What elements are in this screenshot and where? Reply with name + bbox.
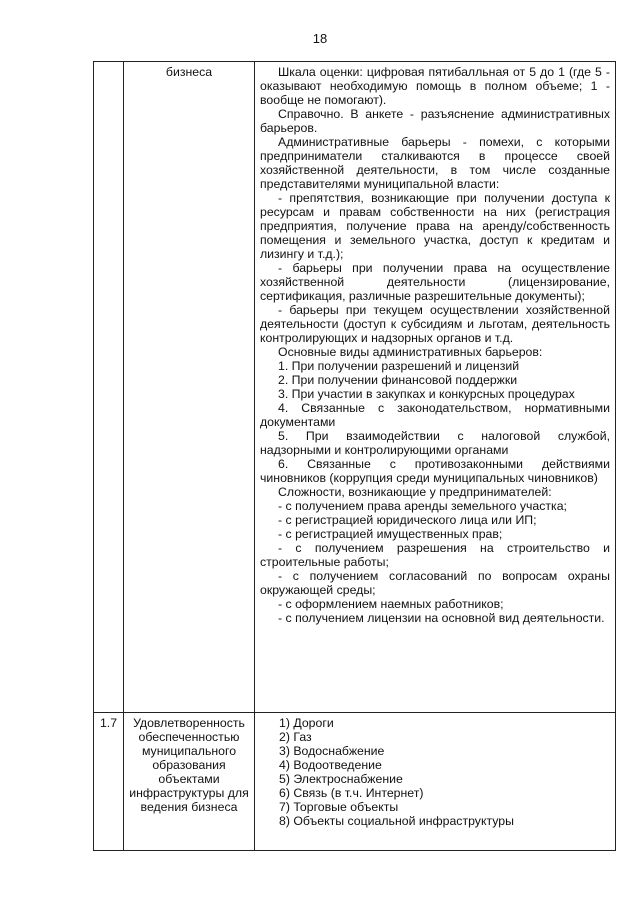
barrier-type-item: 1. При получении разрешений и лицензий [278, 359, 520, 373]
barrier-item: - препятствия, возникающие при получении доступа к ресурсам и правам собственности на них (регистрация предприятия, получение права на аренду/собственность помещения и земельного участка, доступ к кредитам и лизингу и т.д.); [260, 191, 610, 261]
list-item: 5) Электроснабжение [279, 772, 403, 786]
list-item: 3) Водоснабжение [279, 744, 385, 758]
criterion-cell: бизнеса [124, 62, 255, 713]
reference-text: Справочно. В анкете - разъяснение административных барьеров. [260, 107, 610, 135]
barrier-type-item: 3. При участии в закупках и конкурсных процедурах [278, 387, 575, 401]
scale-text: Шкала оценки: цифровая пятибалльная от 5 до 1 (где 5 - оказывают необходимую помощь в полном объеме; 1 - вообще не помогают). [260, 65, 610, 107]
barrier-type-item: 2. При получении финансовой поддержки [278, 373, 518, 387]
difficulty-item: - с получением разрешения на строительство и строительные работы; [260, 541, 610, 569]
list-item: 4) Водоотведение [279, 758, 382, 772]
list-item: 7) Торговые объекты [279, 800, 399, 814]
types-heading: Основные виды административных барьеров: [278, 345, 543, 359]
difficulty-item: - с получением права аренды земельного участка; [278, 499, 567, 513]
table-row [94, 713, 616, 851]
barrier-type-item: 4. Связанные с законодательством, нормативными документами [260, 401, 610, 429]
definition-text: Административные барьеры - помехи, с которыми предприниматели сталкиваются в процессе своей хозяйственной деятельности, в том числе созданные представителями муниципальной власти: [260, 135, 610, 191]
list-item: 8) Объекты социальной инфраструктуры [279, 814, 514, 828]
infrastructure-list [255, 713, 616, 851]
list-item: 6) Связь (в т.ч. Интернет) [279, 786, 424, 800]
difficulty-item: - с регистрацией имущественных прав; [278, 527, 503, 541]
table-row [94, 62, 616, 713]
difficulty-item: - с получением лицензии на основной вид деятельности. [278, 611, 605, 625]
row-number: 1.7 [94, 713, 124, 851]
difficulties-heading: Сложности, возникающие у предпринимателей: [278, 485, 552, 499]
page-number: 18 [312, 31, 328, 46]
list-item: 2) Газ [279, 730, 312, 744]
barrier-type-item: 6. Связанные с противозаконными действиями чиновников (коррупция среди муниципальных чиновников) [260, 457, 610, 485]
criterion-cell: Удовлетворенность обеспеченностью муниципального образования объектами инфраструктуры для ведения бизнеса [124, 713, 255, 851]
difficulty-item: - с регистрацией юридического лица или ИП; [278, 513, 537, 527]
barrier-item: - барьеры при текущем осуществлении хозяйственной деятельности (доступ к субсидиям и льготам, деятельность контролирующих и надзорных органов и т.д. [260, 303, 610, 345]
difficulty-item: - с оформлением наемных работников; [278, 597, 504, 611]
list-item: 1) Дороги [279, 716, 334, 730]
barrier-type-item: 5. При взаимодействии с налоговой службой, надзорными и контролирующими органами [260, 429, 610, 457]
barrier-item: - барьеры при получении права на осуществление хозяйственной деятельности (лицензирование, сертификация, различные разрешительные документы); [260, 261, 610, 303]
row-number [94, 62, 124, 713]
difficulty-item: - с получением согласований по вопросам охраны окружающей среды; [260, 569, 610, 597]
description-cell [255, 62, 616, 713]
criteria-table [93, 61, 616, 851]
